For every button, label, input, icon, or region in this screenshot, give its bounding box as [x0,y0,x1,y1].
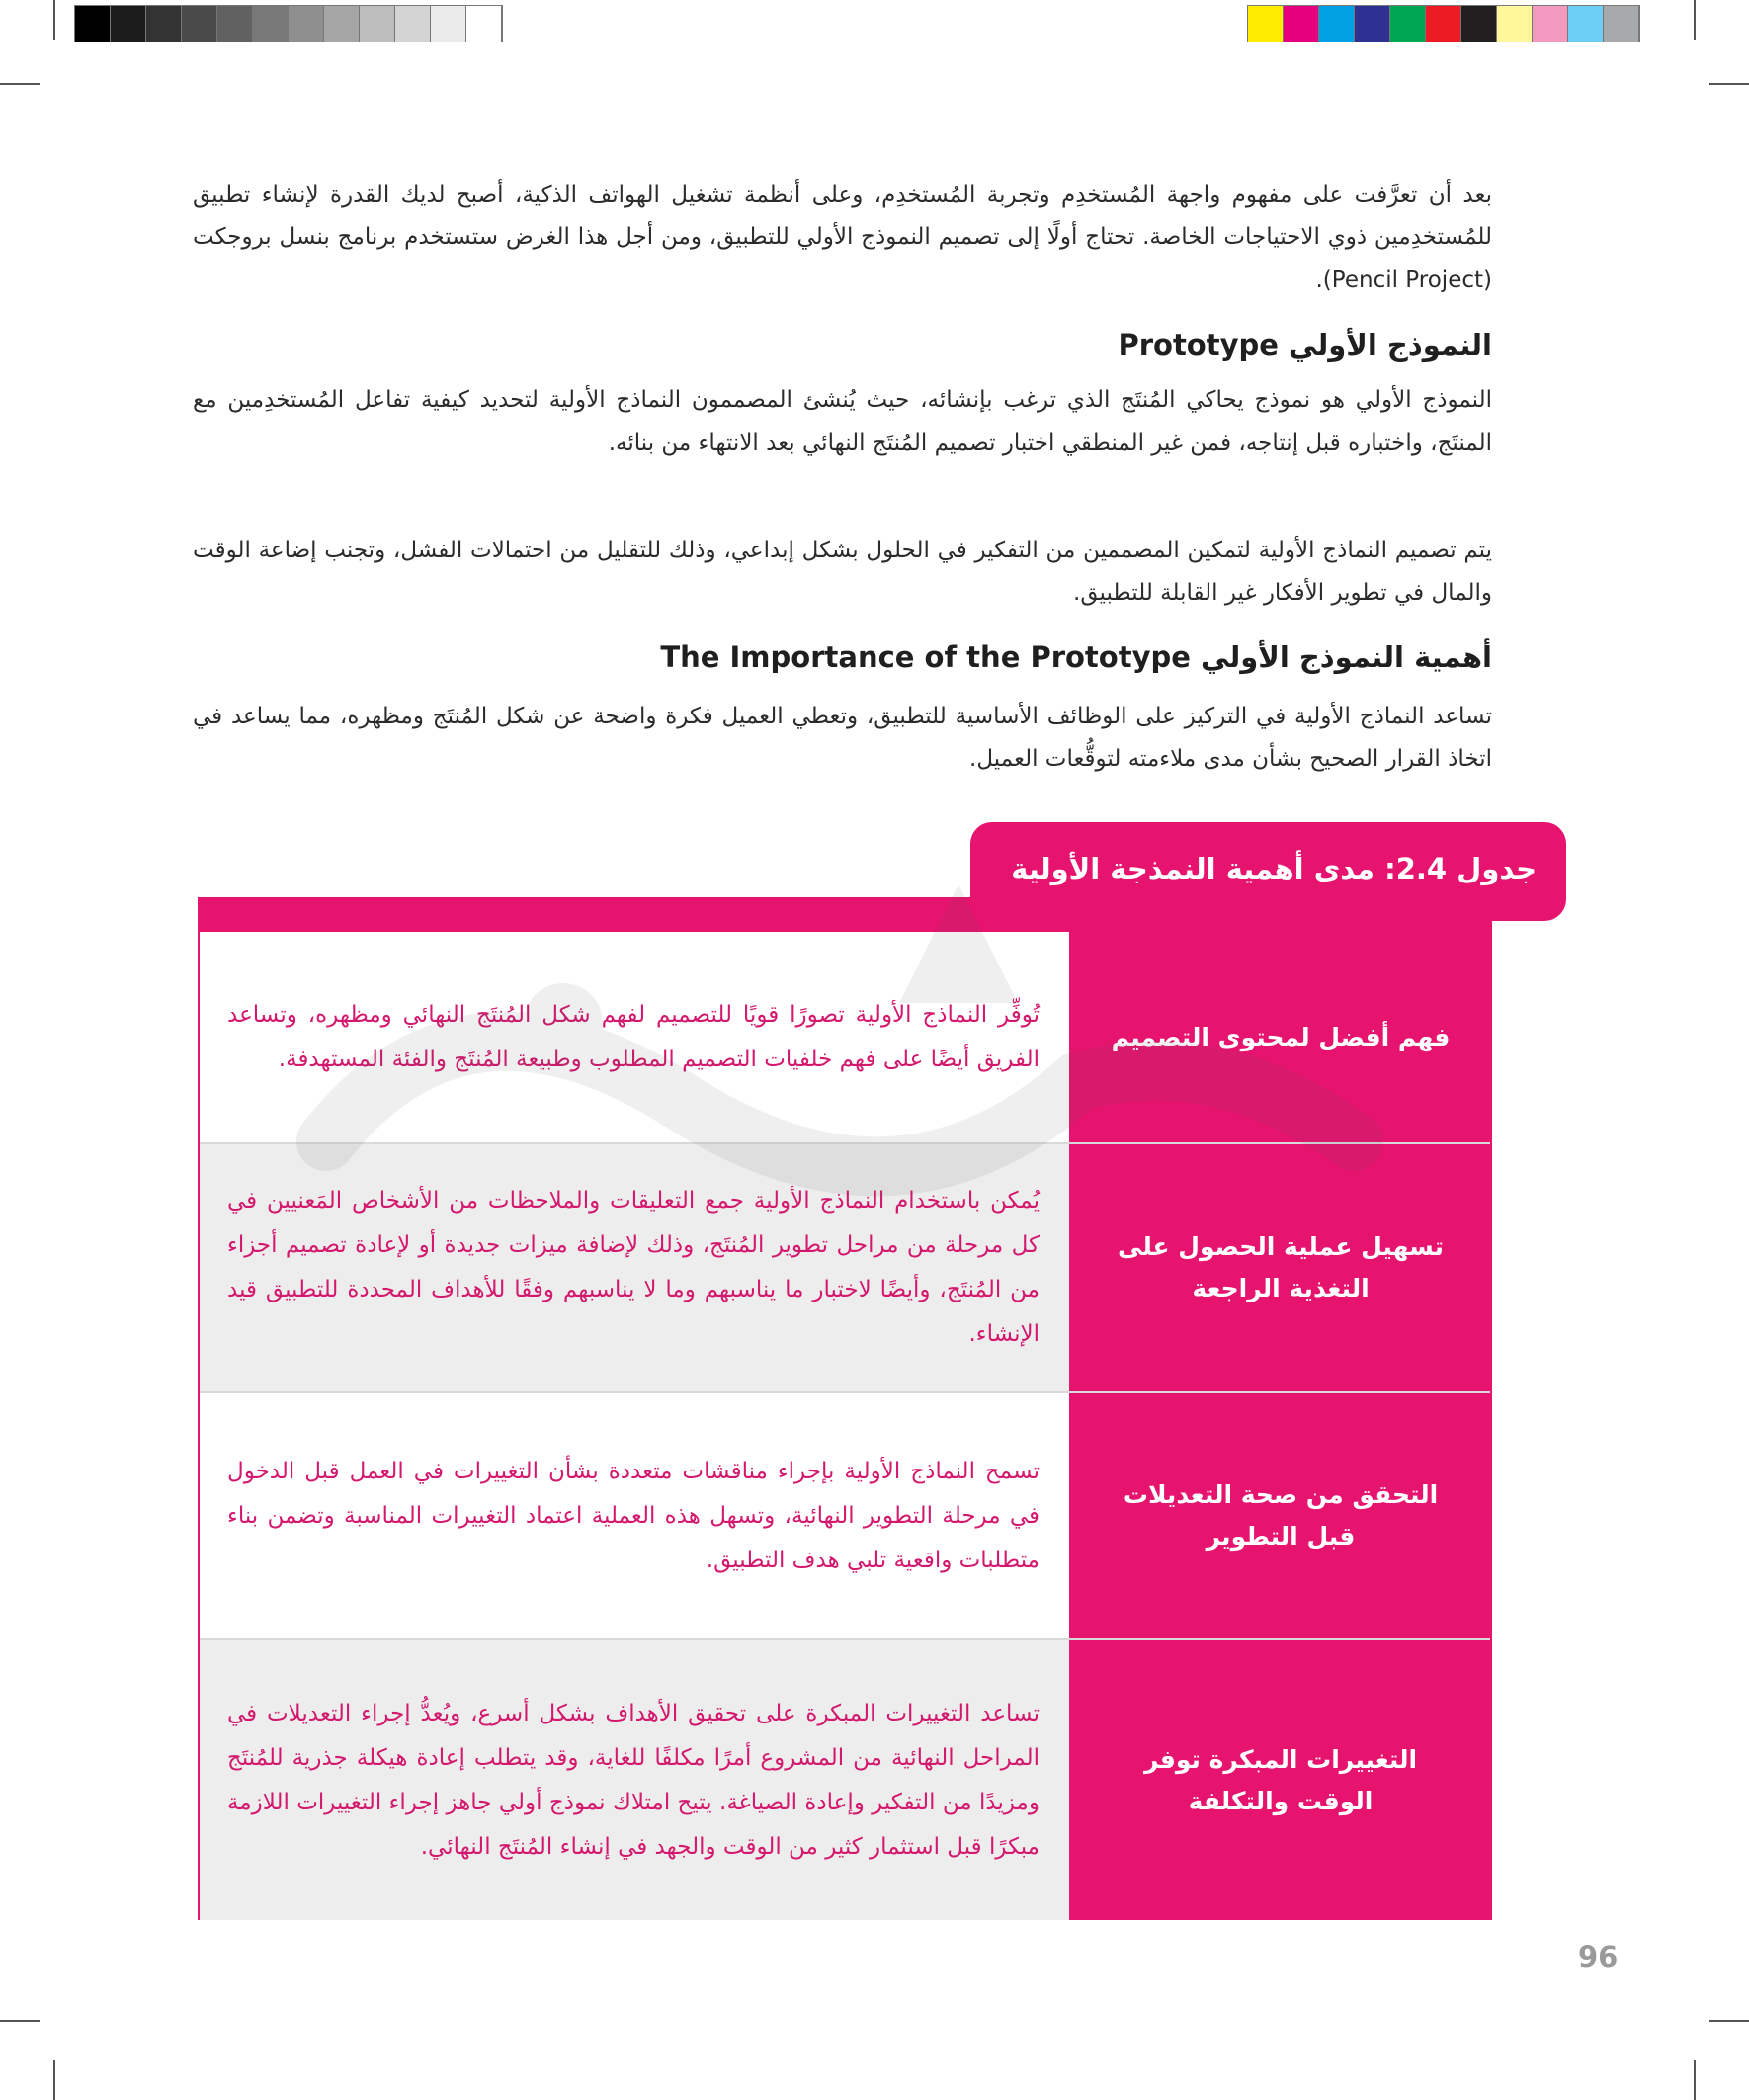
color-swatch [395,6,431,42]
color-swatch [253,6,289,42]
table-cell-description: تسمح النماذج الأولية بإجراء مناقشات متعددة بشأن التغييرات في العمل قبل الدخول في مرحلة التطوير النهائية، وتسهل هذه العملية اعتماد التغييرات المناسبة وتضمن بناء متطلبات واقعية تلبي هدف التطبيق. [200,1393,1069,1638]
color-swatch [1461,6,1497,42]
color-swatch [360,6,395,42]
table-caption: جدول 2.4: مدى أهمية النمذجة الأولية [970,822,1566,921]
color-swatch [111,6,146,42]
color-calibration-bar-color [1247,5,1640,42]
color-swatch [1497,6,1533,42]
table-row [200,1393,1490,1640]
table-row [200,932,1490,1144]
color-calibration-bar-grayscale [74,5,503,42]
crop-mark [53,2060,55,2100]
color-swatch [1604,6,1639,42]
prototype-paragraph-2: يتم تصميم النماذج الأولية لتمكين المصممين من التفكير في الحلول بشكل إبداعي، وذلك للتقليل من احتمالات الفشل، وتجنب إضاعة الوقت والمال في تطوير الأفكار غير القابلة للتطبيق. [193,538,1492,606]
color-swatch [1533,6,1568,42]
crop-mark [53,0,55,40]
table-cell-key: التغييرات المبكرة توفر الوقت والتكلفة [1071,1640,1490,1920]
crop-mark [1694,0,1696,40]
crop-mark [1709,83,1749,85]
importance-paragraph: تساعد النماذج الأولية في التركيز على الوظائف الأساسية للتطبيق، وتعطي العميل فكرة واضحة عن شكل المُنتَج ومظهره، مما يساعد في اتخاذ القرار الصحيح بشأن مدى ملاءمته لتوقُّعات العميل. [193,704,1492,772]
crop-mark [1694,2060,1696,2100]
table-cell-key: التحقق من صحة التعديلات قبل التطوير [1071,1393,1490,1638]
table-cell-description: تُوفِّر النماذج الأولية تصورًا قويًا للتصميم لفهم شكل المُنتَج النهائي ومظهره، وتساعد الفريق أيضًا على فهم خلفيات التصميم المطلوب وطبيعة المُنتَج والفئة المستهدفة. [200,932,1069,1142]
color-swatch [1319,6,1355,42]
crop-mark [1709,2020,1749,2022]
color-swatch [466,6,502,42]
color-swatch [1568,6,1604,42]
color-swatch [1426,6,1461,42]
prototype-paragraph-1: النموذج الأولي هو نموذج يحاكي المُنتَج الذي ترغب بإنشائه، حيث يُنشئ المصممون النماذج الأولية لتحديد كيفية تفاعل المُستخدِمين مع المنتَج، واختباره قبل إنتاجه، فمن غير المنطقي اختبار تصميم المُنتَج النهائي بعد الانتهاء من بنائه. [193,387,1492,456]
crop-mark [0,2020,40,2022]
page-number: 96 [1578,1940,1619,1974]
table-row [200,1640,1490,1920]
color-swatch [289,6,324,42]
color-swatch [1284,6,1319,42]
section-heading-prototype: النموذج الأولي Prototype [1118,328,1492,362]
color-swatch [1390,6,1426,42]
crop-mark [0,83,40,85]
color-swatch [217,6,253,42]
section-heading-importance: أهمية النموذج الأولي The Importance of the Prototype [660,640,1492,674]
color-swatch [75,6,111,42]
table-cell-description: يُمكن باستخدام النماذج الأولية جمع التعليقات والملاحظات من الأشخاص المَعنيين في كل مرحلة من مراحل تطوير المُنتَج، وذلك لإضافة ميزات جديدة أو لإعادة تصميم أجزاء من المُنتَج، وأيضًا لاختبار ما يناسبهم وما لا يناسبهم وفقًا للأهداف المحددة للتطبيق قيد الإنشاء. [200,1144,1069,1391]
color-swatch [324,6,360,42]
color-swatch [1248,6,1284,42]
table-row [200,1144,1490,1393]
intro-paragraph: بعد أن تعرَّفت على مفهوم واجهة المُستخدِم وتجربة المُستخدِم، وعلى أنظمة تشغيل الهواتف الذكية، أصبح لديك القدرة لإنشاء تطبيق للمُستخدِمين ذوي الاحتياجات الخاصة. تحتاج أولًا إلى تصميم النموذج الأولي للتطبيق، ومن أجل هذا الغرض ستستخدم برنامج بنسل بروجكت (Pencil Project). [193,182,1492,293]
color-swatch [182,6,217,42]
table-cell-key: فهم أفضل لمحتوى التصميم [1071,932,1490,1142]
color-swatch [1355,6,1390,42]
table-cell-description: تساعد التغييرات المبكرة على تحقيق الأهداف بشكل أسرع، ويُعدُّ إجراء التعديلات في المراحل النهائية من المشروع أمرًا مكلفًا للغاية، وقد يتطلب إعادة هيكلة جذرية للمُنتَج ومزيدًا من التفكير وإعادة الصياغة. يتيح امتلاك نموذج أولي جاهز إجراء التغييرات اللازمة مبكرًا قبل استثمار كثير من الوقت والجهد في إنشاء المُنتَج النهائي. [200,1640,1069,1920]
table-cell-key: تسهيل عملية الحصول على التغذية الراجعة [1071,1144,1490,1391]
color-swatch [146,6,182,42]
color-swatch [431,6,466,42]
